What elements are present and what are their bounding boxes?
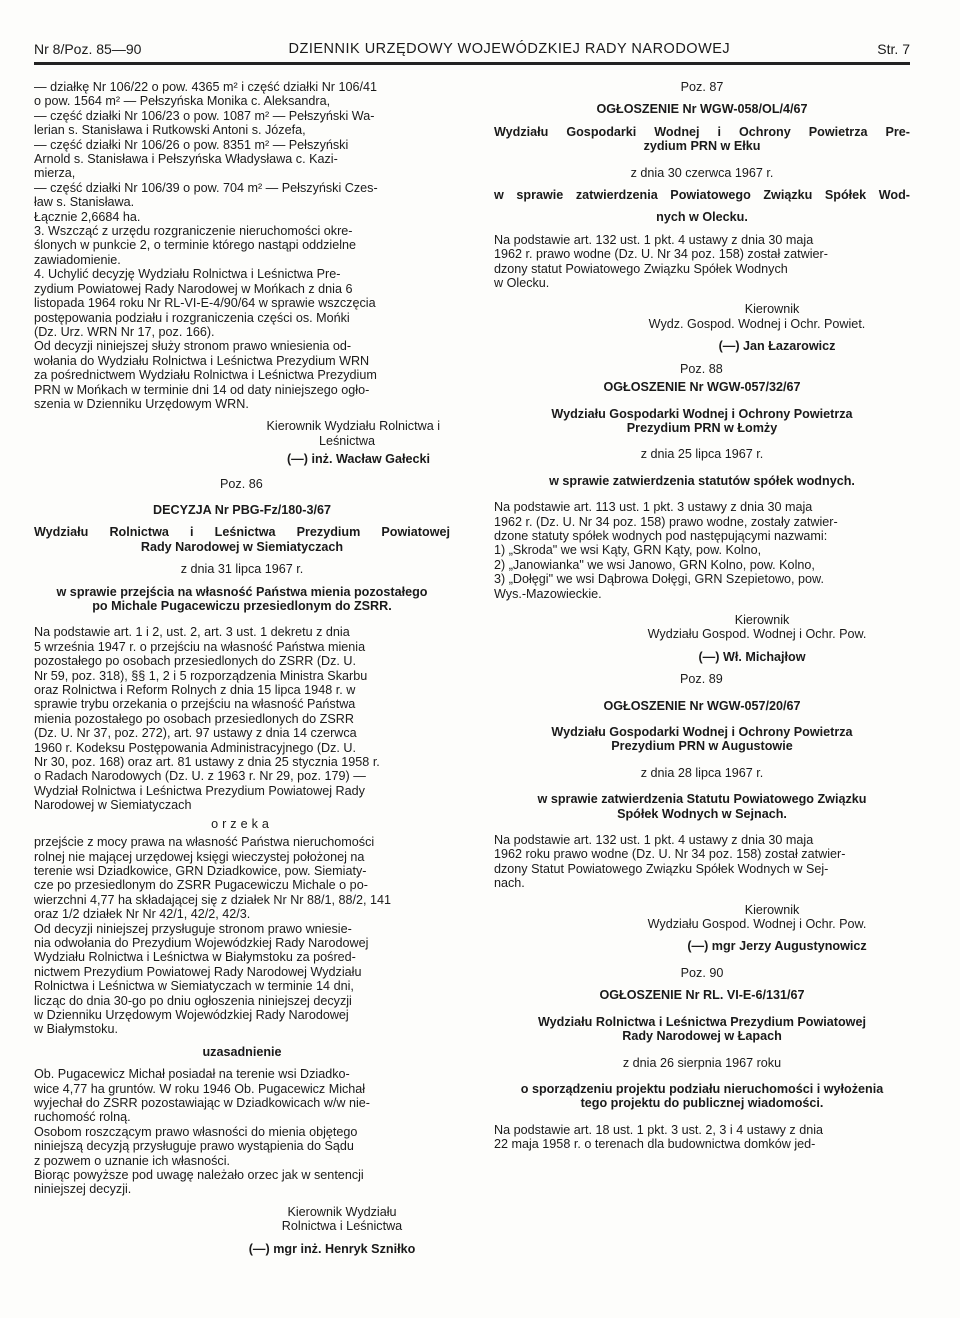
text-line: mierza,: [34, 166, 76, 181]
text-line: Od decyzji niniejszej służy stronom prawo wniesienia od-: [34, 339, 352, 354]
text-line: 22 maja 1958 r. o terenach dla budownictwa domków jed-: [494, 1137, 816, 1152]
poz-86-body-decision: [34, 835, 450, 1037]
poz-88-label: Poz. 88: [680, 361, 723, 376]
poz-86-body-basis: [34, 625, 450, 812]
poz-86-orzeka: orzeka: [211, 816, 273, 831]
poz-90-issuer-line2: Rady Narodowej w Łapach: [622, 1029, 782, 1044]
poz-87-subject-line1: w sprawie zatwierdzenia Powiatowego Związku Spółek Wod-: [494, 188, 910, 203]
text-line: nictwem Prezydium Powiatowej Rady Narodowej Wydziału: [34, 964, 362, 979]
issue-number: Nr 8/Poz. 85—90: [34, 41, 142, 57]
signature-title-line1: Kierownik Wydziału Rolnictwa i: [266, 419, 440, 434]
text-line: Osobom roszczącym prawo własności do mienia objętego: [34, 1124, 358, 1139]
text-line: dzony statut Powiatowego Związku Spółek Wodnych: [494, 261, 788, 276]
poz-86-issuer-line1: Wydziału Rolnictwa i Leśnictwa Prezydium Powiatowej: [34, 525, 450, 540]
poz-89-body: [494, 833, 910, 891]
poz-89-date: z dnia 28 lipca 1967 r.: [640, 765, 764, 780]
poz-89-signature-line1: Kierownik: [744, 902, 800, 917]
signature-name: (—) inż. Wacław Gałecki: [286, 452, 430, 467]
poz-87-signature-line1: Kierownik: [744, 302, 800, 317]
poz-87-signature-name: (—) Jan Łazarowicz: [718, 339, 836, 354]
text-line: dzony Statut Powiatowego Związku Spółek Wodnych w Sej-: [494, 861, 829, 876]
text-line: Na podstawie art. 132 ust. 1 pkt. 4 ustawy z dnia 30 maja: [494, 833, 814, 848]
text-line: o pow. 1564 m² — Pełszyńska Monika c. Aleksandra,: [34, 94, 331, 109]
text-line: Wys.-Mazowieckie.: [494, 586, 602, 601]
poz-86-subject-line2: po Michale Pugacewiczu przesiedlonym do ZSRR.: [92, 599, 392, 613]
text-line: Biorąc powyższe pod uwagę należało orzec jak w sentencji: [34, 1168, 364, 1183]
poz-86-title: DECYZJA Nr PBG-Fz/180-3/67: [153, 502, 331, 517]
continuation-text: [34, 80, 450, 411]
poz-89-label: Poz. 89: [680, 672, 723, 687]
text-line: niniejszą decyzją przysługuje prawo wystąpienia do Sądu: [34, 1139, 354, 1154]
text-line: 1) „Skroda" we wsi Kąty, GRN Kąty, pow. Kolno,: [494, 543, 762, 558]
poz-89-subject-line1: w sprawie zatwierdzenia Statutu Powiatowego Związku: [537, 792, 867, 807]
poz-89-subject-line2: Spółek Wodnych w Sejnach.: [617, 806, 787, 821]
text-line: wyjechał do ZSRR pozostawiając w Dziadkowicach w/w nie-: [34, 1096, 370, 1110]
poz-87-issuer-line1: Wydziału Gospodarki Wodnej i Ochrony Powietrza Pre-: [494, 124, 910, 139]
poz-87-title: OGŁOSZENIE Nr WGW-058/OL/4/67: [596, 102, 808, 117]
text-line: w Dzienniku Urzędowym Wojewódzkiej Rady Narodowej: [34, 1007, 349, 1022]
poz-88-body: [494, 500, 910, 601]
text-line: oraz Rolnictwa i Reform Rolnych z dnia 15 lipca 1948 r. w: [34, 683, 356, 698]
poz-90-issuer-line1: Wydziału Rolnictwa i Leśnictwa Prezydium Powiatowej: [538, 1014, 866, 1029]
text-line: Od decyzji niniejszej przysługuje stronom prawo wniesie-: [34, 921, 352, 936]
poz-89-title: OGŁOSZENIE Nr WGW-057/20/67: [603, 698, 801, 713]
text-line: za pośrednictwem Wydziału Rolnictwa i Leśnictwa Prezydium: [34, 368, 377, 383]
poz-89-signature-name: (—) mgr Jerzy Augustynowicz: [687, 939, 867, 954]
poz-86-date: z dnia 31 lipca 1967 r.: [180, 562, 304, 577]
text-line: pozostałego po osobach przesiedlonych do ZSRR (Dz. U.: [34, 654, 357, 669]
text-line: o Radach Narodowych (Dz. U. z 1963 r. Nr 29, poz. 179) —: [34, 769, 366, 784]
text-line: zawiadomienie.: [34, 252, 121, 267]
text-line: PRN w Mońkach w terminie dni 14 od daty niniejszego ogło-: [34, 382, 370, 397]
poz-88-signature-line1: Kierownik: [734, 612, 790, 627]
text-line: 5 września 1947 r. o przejściu na własność Państwa mienia: [34, 639, 366, 654]
text-line: zydium Powiatowej Rady Narodowej w Mońkach z dnia 6: [34, 281, 353, 296]
text-line: ślonych w punkcie 2, o terminie którego nastąpi oddzielne: [34, 238, 357, 253]
text-line: z pozwem o uznanie ich własności.: [34, 1153, 230, 1168]
text-line: wice 4,77 ha gruntów. W roku 1946 Ob. Pugacewicz Michał: [34, 1081, 366, 1096]
text-line: oraz 1/2 działek Nr Nr 42/1, 42/2, 42/3.: [34, 907, 251, 922]
poz-88-date: z dnia 25 lipca 1967 r.: [640, 447, 764, 462]
poz-88-subject-line1: w sprawie zatwierdzenia statutów spółek wodnych.: [549, 473, 855, 488]
text-line: Rolnictwa i Leśnictwa w Siemiatyczach w terminie 14 dni,: [34, 979, 354, 994]
text-line: 1962 roku prawo wodne (Dz. U. Nr 34 poz. 158) został zatwier-: [494, 847, 846, 862]
text-line: 2) „Janowianka" we wsi Janowo, GRN Kolno, pow. Kolno,: [494, 557, 815, 572]
text-line: Arnold s. Stanisława i Pełszyńska Władysława c. Kazi-: [34, 152, 338, 167]
poz-86-uzasadnienie: uzasadnienie: [202, 1044, 282, 1059]
text-line: lerian s. Stanisława i Rutkowski Antoni s. Józefa,: [34, 123, 306, 138]
poz-88-signature-name: (—) Wł. Michajłow: [698, 649, 806, 664]
text-line: 3) „Dołęgi" we wsi Dąbrowa Dołęgi, GRN Szepietowo, pow.: [494, 572, 824, 587]
text-line: dzone statuty spółek wodnych pod następującymi nazwami:: [494, 528, 828, 543]
poz-87-signature-line2: Wydz. Gospod. Wodnej i Ochr. Powiet.: [648, 316, 866, 331]
journal-title: DZIENNIK URZĘDOWY WOJEWÓDZKIEJ RADY NARODOWEJ: [288, 41, 731, 57]
text-line: wierzchni 4,77 ha składającej się z działek Nr Nr 88/1, 88/2, 141: [34, 892, 392, 907]
text-line: 1962 r. (Dz. U. Nr 34 poz. 158) prawo wodne, zostały zatwier-: [494, 514, 838, 529]
poz-90-subject-line2: tego projektu do publicznej wiadomości.: [580, 1096, 824, 1111]
text-line: — działkę Nr 106/22 o pow. 4365 m² i część działki Nr 106/41: [34, 80, 377, 94]
poz-87-subject-line2: nych w Olecku.: [656, 210, 748, 225]
poz-88-signature-line2: Wydziału Gospod. Wodnej i Ochr. Pow.: [647, 627, 867, 642]
text-line: 1960 r. Kodeksu Postępowania Administracyjnego (Dz. U.: [34, 740, 357, 755]
poz-88-issuer-line1: Wydziału Gospodarki Wodnej i Ochrony Powietrza: [551, 406, 853, 421]
text-line: — część działki Nr 106/26 o pow. 8351 m² — Pełszyński: [34, 137, 349, 152]
text-line: sprawie trybu orzekania o przejściu na własność Państwa: [34, 697, 356, 712]
text-line: Narodowej w Siemiatyczach: [34, 798, 192, 813]
text-line: Wydział Rolnictwa i Leśnictwa Prezydium Powiatowej Rady: [34, 783, 365, 798]
text-line: 3. Wszcząć z urzędu rozgraniczenie nieruchomości okre-: [34, 224, 353, 239]
poz-90-subject-line1: o sporządzeniu projektu podziału nieruchomości i wyłożenia: [520, 1081, 884, 1096]
text-line: mienia pozostałego po osobach przesiedlonych do ZSRR: [34, 711, 354, 726]
text-line: Na podstawie art. 113 ust. 1 pkt. 3 ustawy z dnia 30 maja: [494, 500, 813, 515]
poz-86-signature-line2: Rolnictwa i Leśnictwa: [281, 1219, 403, 1234]
poz-86-subject-line1: w sprawie przejścia na własność Państwa mienia pozostałego: [56, 584, 428, 599]
text-line: Na podstawie art. 18 ust. 1 pkt. 3 ust. 2, 3 i 4 ustawy z dnia: [494, 1122, 824, 1137]
signature-title-line2: Leśnictwa: [318, 433, 375, 448]
page-number: Str. 7: [877, 41, 910, 57]
text-line: (Dz. Urz. WRN Nr 17, poz. 166).: [34, 324, 215, 339]
text-line: ław s. Stanisława.: [34, 195, 135, 210]
text-line: 4. Uchylić decyzję Wydziału Rolnictwa i Leśnictwa Pre-: [34, 267, 341, 282]
poz-89-issuer-line1: Wydziału Gospodarki Wodnej i Ochrony Powietrza: [551, 725, 853, 739]
text-line: licząc do dnia 30-go po dniu ogłoszenia niniejszej decyzji: [34, 993, 352, 1008]
text-line: rolnej nie mającej urzędowej księgi wieczystej położonej na: [34, 849, 365, 864]
text-line: niniejszej decyzji.: [34, 1182, 132, 1197]
text-line: w Olecku.: [494, 276, 550, 291]
text-line: — część działki Nr 106/23 o pow. 1087 m² — Pełszyński Wa-: [34, 108, 375, 123]
text-line: Na podstawie art. 1 i 2, ust. 2, art. 3 ust. 1 dekretu z dnia: [34, 625, 350, 640]
poz-87-issuer-line2: zydium PRN w Ełku: [643, 139, 761, 154]
text-line: 1962 r. prawo wodne (Dz. U. Nr 34 poz. 158) został zatwier-: [494, 247, 828, 262]
poz-86-signature-line1: Kierownik Wydziału: [287, 1204, 397, 1219]
poz-87-date: z dnia 30 czerwca 1967 r.: [630, 165, 774, 180]
right-column: [494, 80, 910, 1152]
poz-90-date: z dnia 26 sierpnia 1967 roku: [622, 1055, 782, 1070]
left-column: [34, 80, 450, 1256]
text-line: ruchomość rolną.: [34, 1110, 131, 1125]
text-line: nia odwołania do Prezydium Wojewódzkiej Rady Narodowej: [34, 935, 369, 950]
text-line: cze po przesiedlonym do ZSRR Pugacewiczu Michale o po-: [34, 878, 368, 893]
text-line: listopada 1964 roku Nr RL-VI-E-4/90/64 w sprawie wszczęcia: [34, 296, 376, 311]
poz-90-title: OGŁOSZENIE Nr RL. VI-E-6/131/67: [599, 988, 805, 1003]
text-line: postępowania podziału i rozgraniczenia części os. Mońki: [34, 310, 350, 325]
text-line: szenia w Dzienniku Urzędowym WRN.: [34, 396, 249, 411]
poz-86-body-justification: [34, 1067, 450, 1197]
text-line: Na podstawie art. 132 ust. 1 pkt. 4 ustawy z dnia 30 maja: [494, 232, 814, 247]
poz-86-issuer-line2: Rady Narodowej w Siemiatyczach: [140, 539, 344, 554]
page-header: [34, 38, 910, 65]
text-line: wołania do Wydziału Rolnictwa i Leśnictwa Prezydium WRN: [34, 353, 370, 368]
text-line: (Dz. U. Nr 37, poz. 272), art. 97 ustawy z dnia 14 czerwca: [34, 726, 357, 741]
text-line: w Białymstoku.: [34, 1022, 118, 1037]
text-line: Łącznie 2,6684 ha.: [34, 209, 141, 224]
poz-89-issuer-line2: Prezydium PRN w Augustowie: [611, 739, 793, 754]
poz-90-label: Poz. 90: [680, 965, 724, 980]
text-line: Ob. Pugacewicz Michał posiadał na terenie wsi Dziadko-: [34, 1067, 350, 1082]
text-line: terenie wsi Dziadkowice, GRN Dziadkowice, pow. Siemiaty-: [34, 863, 367, 878]
text-line: — część działki Nr 106/39 o pow. 704 m² — Pełszyński Czes-: [34, 180, 378, 195]
poz-88-issuer-line2: Prezydium PRN w Łomży: [626, 420, 778, 435]
poz-88-title: OGŁOSZENIE Nr WGW-057/32/67: [603, 380, 801, 395]
text-line: przejście z mocy prawa na własność Państwa nieruchomości: [34, 835, 375, 850]
text-line: Nr 59, poz. 318), §§ 1, 2 i 5 rozporządzenia Ministra Skarbu: [34, 668, 368, 683]
poz-86-label: Poz. 86: [220, 476, 263, 491]
poz-87-label: Poz. 87: [680, 80, 724, 94]
poz-86-signature-name: (—) mgr inż. Henryk Szniłko: [248, 1241, 416, 1256]
text-line: Wydziału Rolnictwa i Leśnictwa w Białymstoku za pośred-: [34, 950, 356, 965]
text-line: Nr 30, poz. 168) oraz art. 81 ustawy z dnia 25 stycznia 1958 r.: [34, 755, 380, 770]
poz-90-body: [494, 1123, 910, 1152]
poz-89-signature-line2: Wydziału Gospod. Wodnej i Ochr. Pow.: [647, 917, 867, 932]
text-line: nach.: [494, 876, 525, 891]
poz-87-body: [494, 233, 910, 291]
